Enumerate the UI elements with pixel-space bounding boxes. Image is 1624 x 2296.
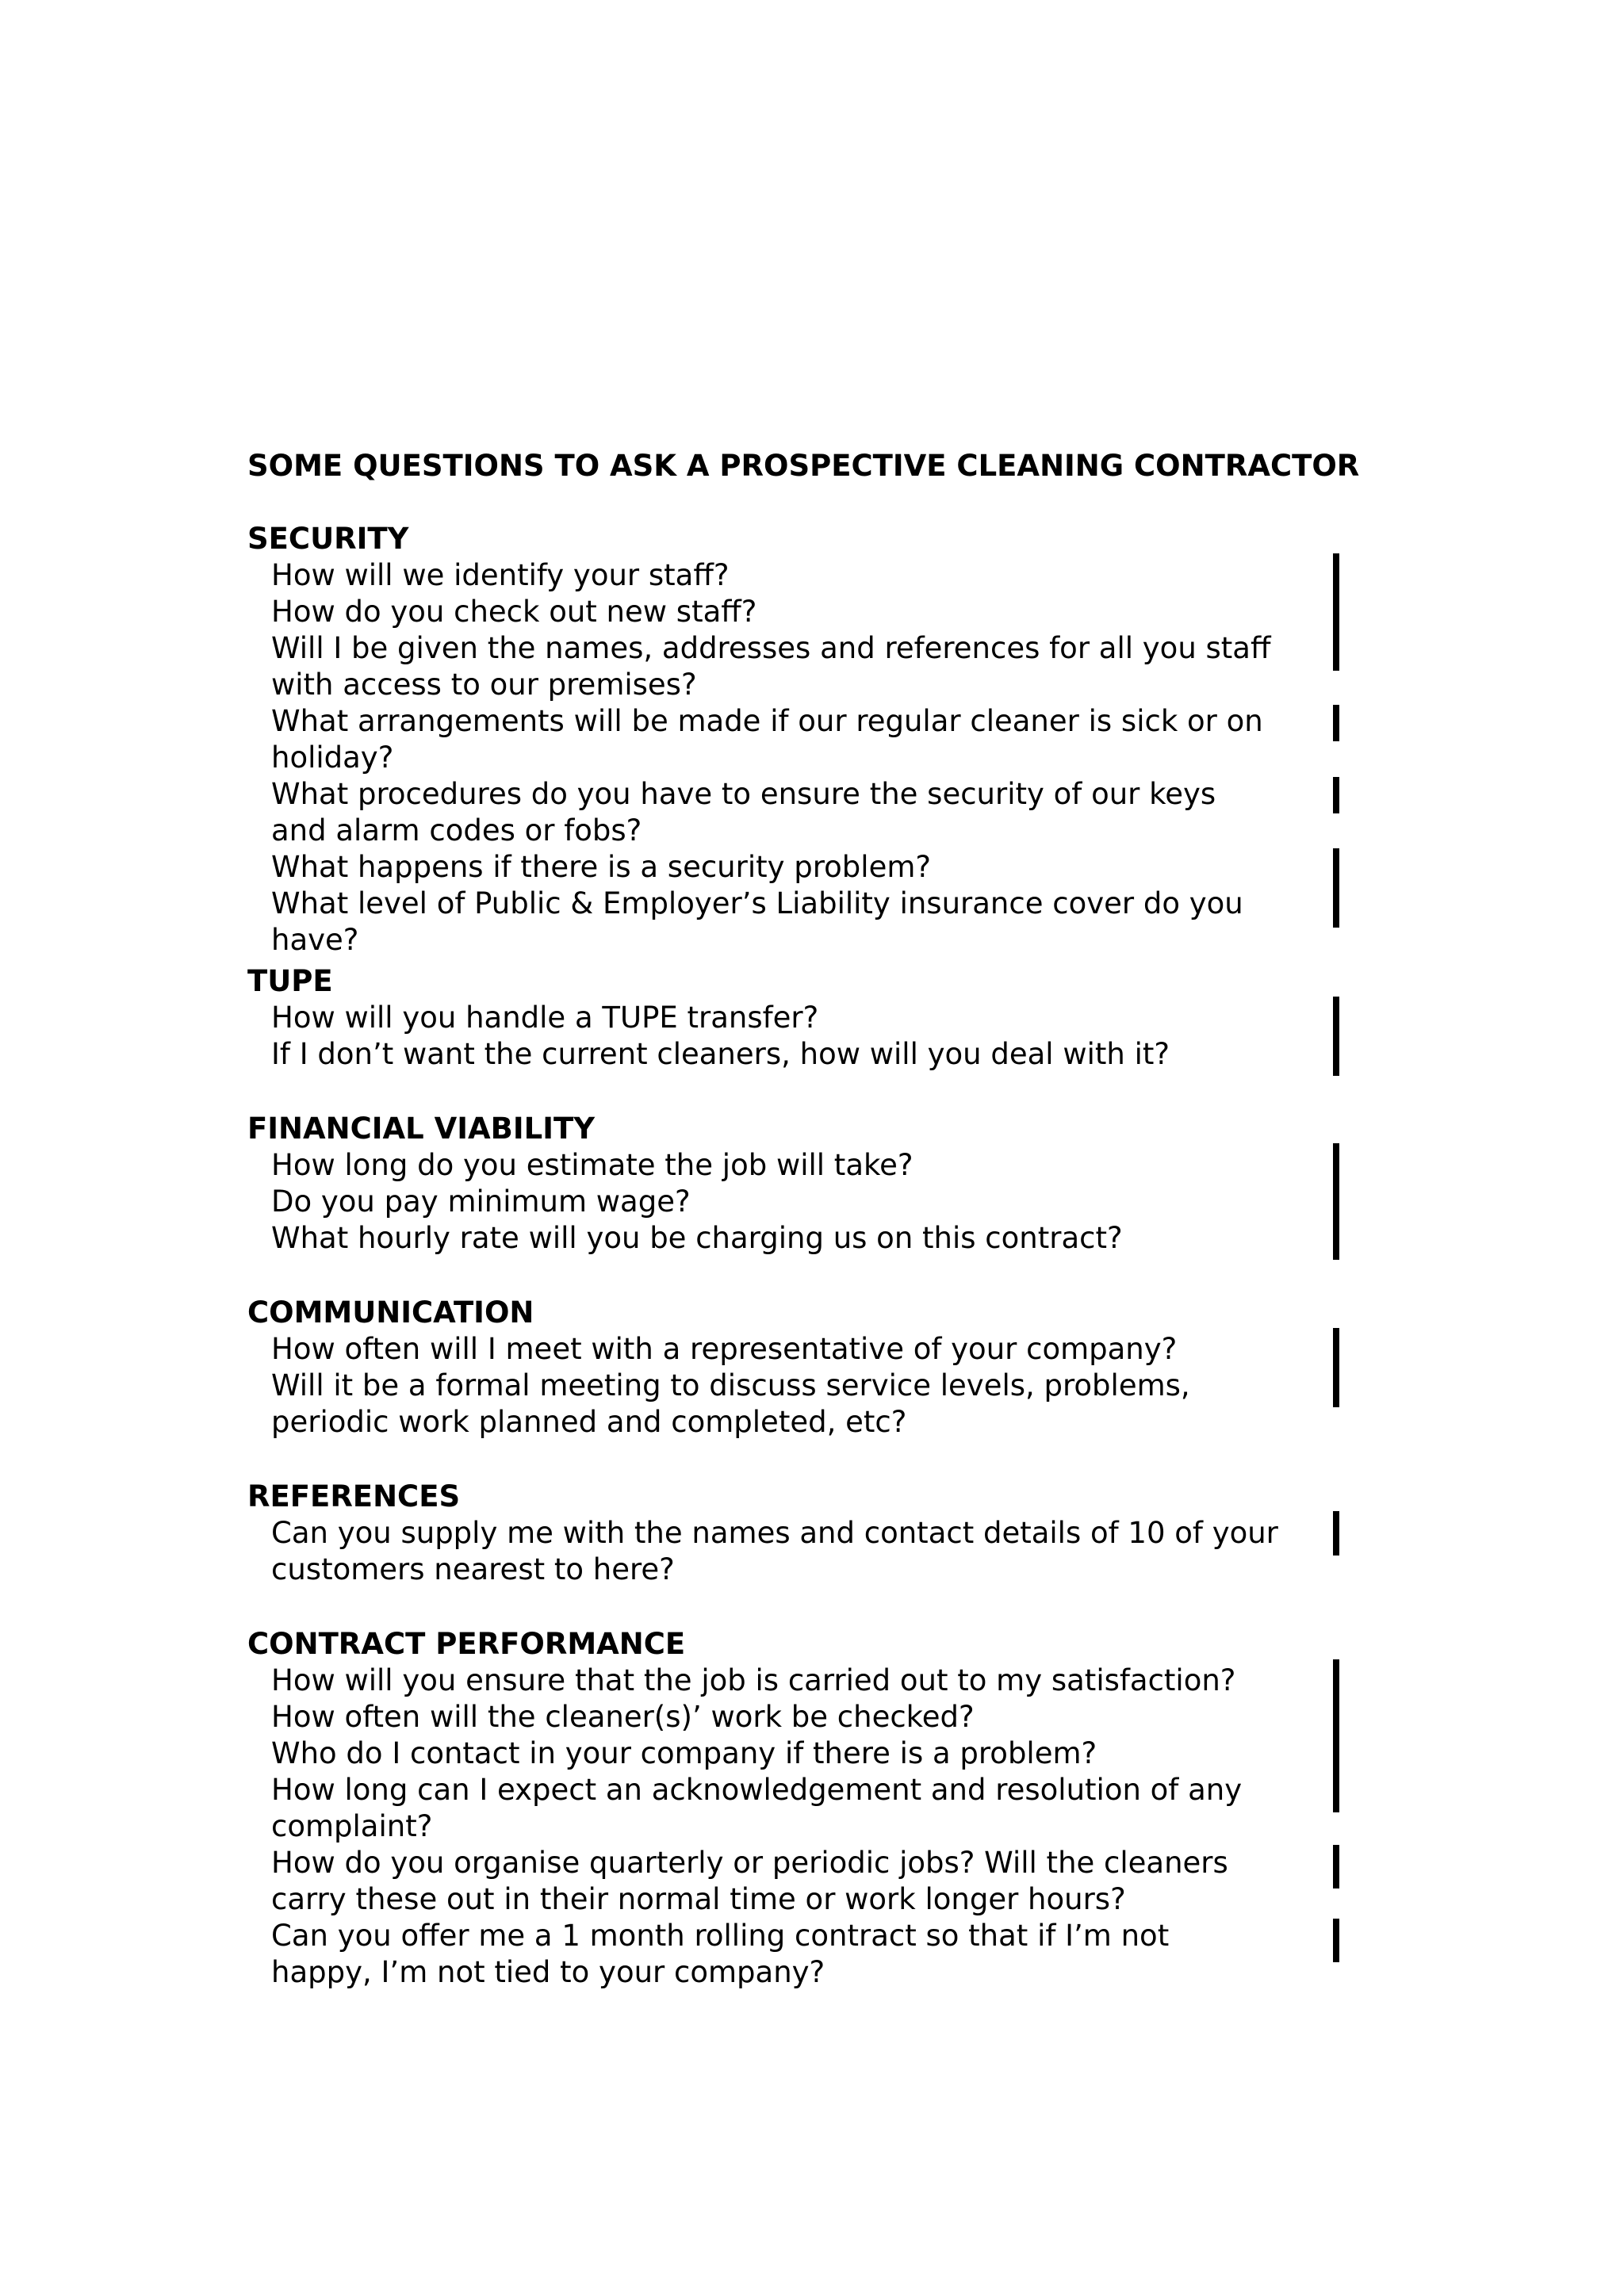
section-references <box>247 1479 1342 1588</box>
question: What level of Public & Employer’s Liability insurance cover do you have? <box>271 886 1243 957</box>
change-bar <box>1333 997 1339 1076</box>
section-security <box>247 521 1342 959</box>
section-communication <box>247 1295 1342 1441</box>
change-bar <box>1333 1919 1339 1962</box>
change-bar <box>1333 848 1339 928</box>
section-heading: REFERENCES <box>247 1479 461 1513</box>
question: Will I be given the names, addresses and references for all you staff with access to our premises? <box>271 631 1271 702</box>
question: What happens if there is a security problem? <box>271 850 932 884</box>
change-bar <box>1333 1511 1339 1556</box>
section-heading: FINANCIAL VIABILITY <box>247 1112 596 1146</box>
change-bar <box>1333 553 1339 671</box>
section-contract-performance <box>247 1626 1342 1991</box>
question: How long can I expect an acknowledgement and resolution of any complaint? <box>271 1773 1243 1843</box>
question: How will you ensure that the job is carried out to my satisfaction? <box>271 1663 1236 1697</box>
question: If I don’t want the current cleaners, how will you deal with it? <box>271 1037 1170 1071</box>
question: How will we identify your staff? <box>271 558 730 592</box>
question: How will you handle a TUPE transfer? <box>271 1001 819 1035</box>
question: How do you check out new staff? <box>271 595 757 629</box>
question: What arrangements will be made if our regular cleaner is sick or on holiday? <box>271 704 1263 775</box>
section-heading: CONTRACT PERFORMANCE <box>247 1627 686 1661</box>
question: Can you offer me a 1 month rolling contract so that if I’m not happy, I’m not tied to your company? <box>271 1919 1170 1989</box>
section-financial-viability <box>247 1111 1342 1257</box>
question: Will it be a formal meeting to discuss service levels, problems, periodic work planned and completed, etc? <box>271 1368 1190 1439</box>
question: Who do I contact in your company if there is a problem? <box>271 1736 1097 1770</box>
change-bar <box>1333 705 1339 741</box>
document-title: SOME QUESTIONS TO ASK A PROSPECTIVE CLEANING CONTRACTOR <box>247 449 1360 483</box>
question: Can you supply me with the names and contact details of 10 of your customers nearest to here? <box>271 1516 1278 1586</box>
question: How often will I meet with a representative of your company? <box>271 1332 1178 1366</box>
question: How do you organise quarterly or periodic jobs? Will the cleaners carry these out in their normal time or work longer hours? <box>271 1846 1228 1916</box>
question: How long do you estimate the job will take? <box>271 1148 914 1182</box>
section-heading: SECURITY <box>247 522 409 556</box>
section-heading: COMMUNICATION <box>247 1295 534 1330</box>
change-bar <box>1333 1845 1339 1888</box>
section-heading: TUPE <box>247 964 333 998</box>
question: What procedures do you have to ensure the security of our keys and alarm codes or fobs? <box>271 777 1216 848</box>
question: What hourly rate will you be charging us on this contract? <box>271 1221 1123 1255</box>
change-bar <box>1333 1143 1339 1260</box>
change-bar <box>1333 1328 1339 1407</box>
change-bar <box>1333 777 1339 813</box>
change-bar <box>1333 1659 1339 1812</box>
section-tupe <box>247 963 1342 1073</box>
question: Do you pay minimum wage? <box>271 1184 691 1219</box>
question: How often will the cleaner(s)’ work be checked? <box>271 1700 975 1734</box>
